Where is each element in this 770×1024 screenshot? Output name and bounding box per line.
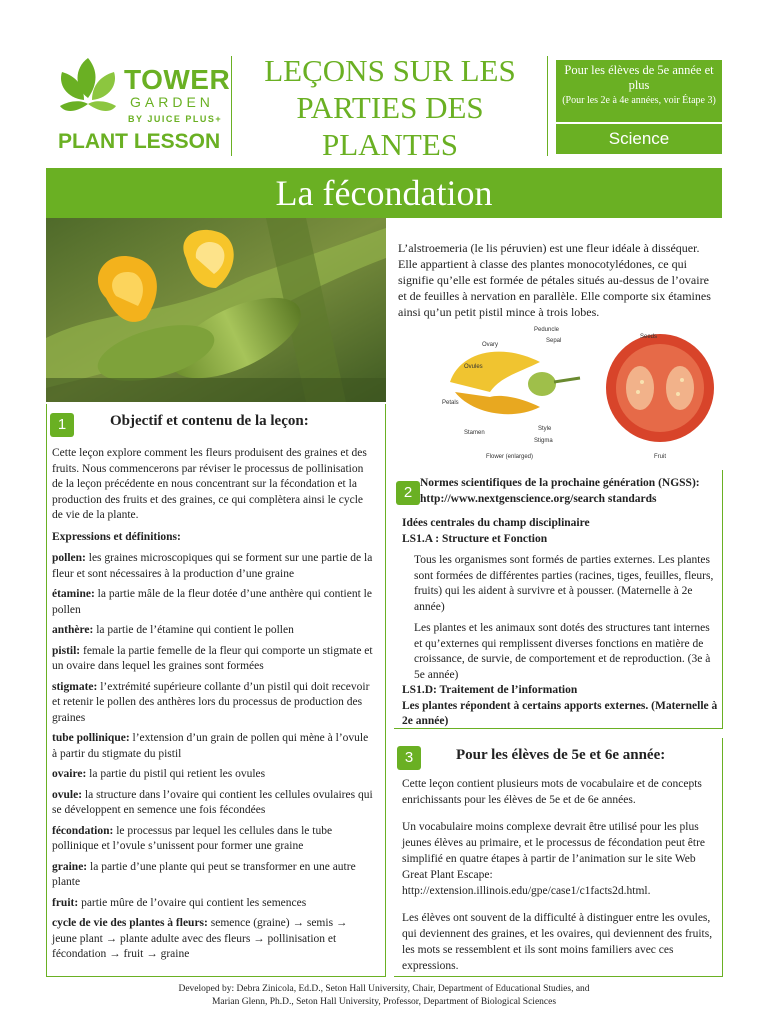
diagram-label-fruit: Fruit <box>654 454 666 460</box>
subject-box: Science <box>556 124 722 154</box>
ls1a-heading: LS1.A : Structure et Fonction <box>402 532 548 545</box>
section3-number: 3 <box>397 746 421 770</box>
diagram-label-ovary: Ovary <box>482 342 499 348</box>
intro-paragraph: L’alstroemeria (le lis péruvien) est une fleur idéale à disséquer. Elle appartient à classe des plantes monocotylédones, ce qui signifie qu’elle est formée de pétales situés au-dessus de l’ovaire et de feuilles à nervation en parallèle. Elle comporte six étamines ainsi qu’un petit pistil mince à trois lobes. <box>398 241 711 319</box>
zucchini-flower-photo <box>46 218 386 402</box>
definition-item: stigmate: l’extrémité supérieure collante d’un pistil qui doit recevoir et retenir le pollen des anthères lors du processus de production des graines <box>52 680 370 724</box>
section3-paragraph-1: Cette leçon contient plusieurs mots de vocabulaire et de concepts enrichissants pour les élèves de 5e et de 6e années. <box>402 778 702 806</box>
definition-item: ovaire: la partie du pistil qui retient les ovules <box>52 768 266 780</box>
divider <box>231 56 232 156</box>
ls1d-heading: LS1.D: Traitement de l’information <box>402 684 578 696</box>
flower-fruit-diagram <box>430 322 720 462</box>
brand-garden: GARDEN <box>130 94 214 110</box>
definition-item: fécondation: le processus par lequel les cellules dans le tube pollinique et l’ovule s’unissent pour former une graine <box>52 824 333 852</box>
section1-title: Objectif et contenu de la leçon: <box>110 413 309 429</box>
definition-item: tube pollinique: l’extension d’un grain de pollen qui mène à l’ovule à partir du stigmate du pistil <box>52 732 369 760</box>
diagram-label-stigma: Stigma <box>534 438 553 444</box>
definition-item: graine: la partie d’une plante qui peut se transformer en une autre plante <box>52 860 356 888</box>
diagram-label-sepal: Sepal <box>546 338 562 344</box>
section2-body <box>402 516 718 730</box>
page-title: LEÇONS SUR LES PARTIES DES PLANTES <box>264 53 516 162</box>
section2-number: 2 <box>396 481 420 505</box>
section3-paragraph-3: Les élèves ont souvent de la difficulté à distinguer entre les ovules, qui deviennent des graines, et les ovaires, qui deviennent des fruits, les mots se ressemblent et ils sont moins familiers avec ces expressions. <box>402 912 713 972</box>
definition-item: ovule: la structure dans l’ovaire qui contient les cellules ovulaires qui se développent en semence une fois fécondées <box>52 788 373 816</box>
ngss-title: Normes scientifiques de la prochaine génération (NGSS): <box>420 477 700 489</box>
diagram-label-petals: Petals <box>442 400 459 406</box>
section3-title: Pour les élèves de 5e et 6e année: <box>456 747 666 763</box>
diagram-label-stamen: Stamen <box>464 430 485 436</box>
definition-item: pollen: les graines microscopiques qui se forment sur une partie de la fleur et sont nécessaires à la production d’une graine <box>52 552 373 580</box>
divider <box>547 56 548 156</box>
definitions-heading: Expressions et définitions: <box>52 530 181 543</box>
section3-paragraph-2: Un vocabulaire moins complexe devrait être utilisé pour les plus jeunes élèves au primaire, et le processus de fécondation peut être simplifié en quatre étapes à partir de l’animation sur le site Web Great Plant Escape: http://extension.illinois.edu/gpe/case1/c1facts2d.html. <box>402 821 706 897</box>
diagram-label-peduncle: Peduncle <box>534 327 560 333</box>
diagram-label-ovules: Ovules <box>464 364 483 370</box>
grade-line2: (Pour les 2e à 4e années, voir Étape 3) <box>562 95 716 106</box>
section3-body <box>402 776 718 985</box>
brand-tower: TOWER <box>124 64 231 95</box>
diagram-label-style: Style <box>538 426 552 432</box>
topic-banner: La fécondation <box>46 168 722 218</box>
section1-body <box>52 446 374 968</box>
footer-credits <box>46 983 722 1009</box>
brand-juiceplus: BY JUICE PLUS+ <box>128 114 223 124</box>
grade-line1: Pour les élèves de 5e année et plus <box>564 63 714 92</box>
ls1a-paragraph-2: Les plantes et les animaux sont dotés des structures tant internes et qu’externes qui remplissent diverses fonctions en matière de croissance, de survie, de comportement et de reproduction. (3e à 5e année) <box>414 622 711 681</box>
definition-item: cycle de vie des plantes à fleurs: semence (graine) → semis → jeune plant → plante adulte avec des fleurs → pollinisation et fécondation → fruit → graine <box>52 917 348 960</box>
grade-level-box <box>556 60 722 122</box>
footer-line1: Developed by: Debra Zinicola, Ed.D., Seton Hall University, Chair, Department of Educational Studies, and <box>178 984 590 994</box>
tower-garden-logo <box>48 50 231 160</box>
definition-item: fruit: partie mûre de l’ovaire qui contient les semences <box>52 896 307 909</box>
section1-number: 1 <box>50 413 74 437</box>
footer-line2: Marian Glenn, Ph.D., Seton Hall University, Professor, Department of Biological Sciences <box>211 997 557 1007</box>
plant-lesson-label: PLANT LESSON <box>58 130 221 153</box>
diagram-label-seeds: Seeds <box>640 334 658 340</box>
core-ideas-heading: Idées centrales du champ disciplinaire <box>402 517 590 529</box>
definition-item: étamine: la partie mâle de la fleur dotée d’une anthère qui contient le pollen <box>52 588 372 616</box>
section2-title <box>420 475 720 507</box>
definition-item: pistil: female la partie femelle de la fleur qui comporte un stigmate et un ovaire dans lequel les graines sont formées <box>52 644 373 672</box>
section1-intro: Cette leçon explore comment les fleurs produisent des graines et des fruits. Nous commencerons par réviser le processus de pollinisation de la leçon précédente en nous concentrant sur la fécondation et la production des fruits et des graines, ce qui complètera ainsi le cycle de vie de la plante. <box>52 447 367 521</box>
leaf-logo-icon <box>54 54 126 124</box>
ls1a-paragraph-1: Tous les organismes sont formés de parties externes. Les plantes sont formées de différentes parties (racines, tiges, feuilles, fleurs, fruits) qui les aident à survivre et à pousser. (Maternelle à 2e année) <box>414 554 714 613</box>
ngss-link[interactable]: http://www.nextgenscience.org/search standards <box>420 493 657 505</box>
diagram-label-flower: Flower (enlarged) <box>486 454 534 460</box>
definition-item: anthère: la partie de l’étamine qui contient le pollen <box>52 624 294 636</box>
ls1d-text: Les plantes répondent à certains apports externes. (Maternelle à 2e année) <box>402 699 718 727</box>
zucchini-flower-image <box>46 218 386 402</box>
